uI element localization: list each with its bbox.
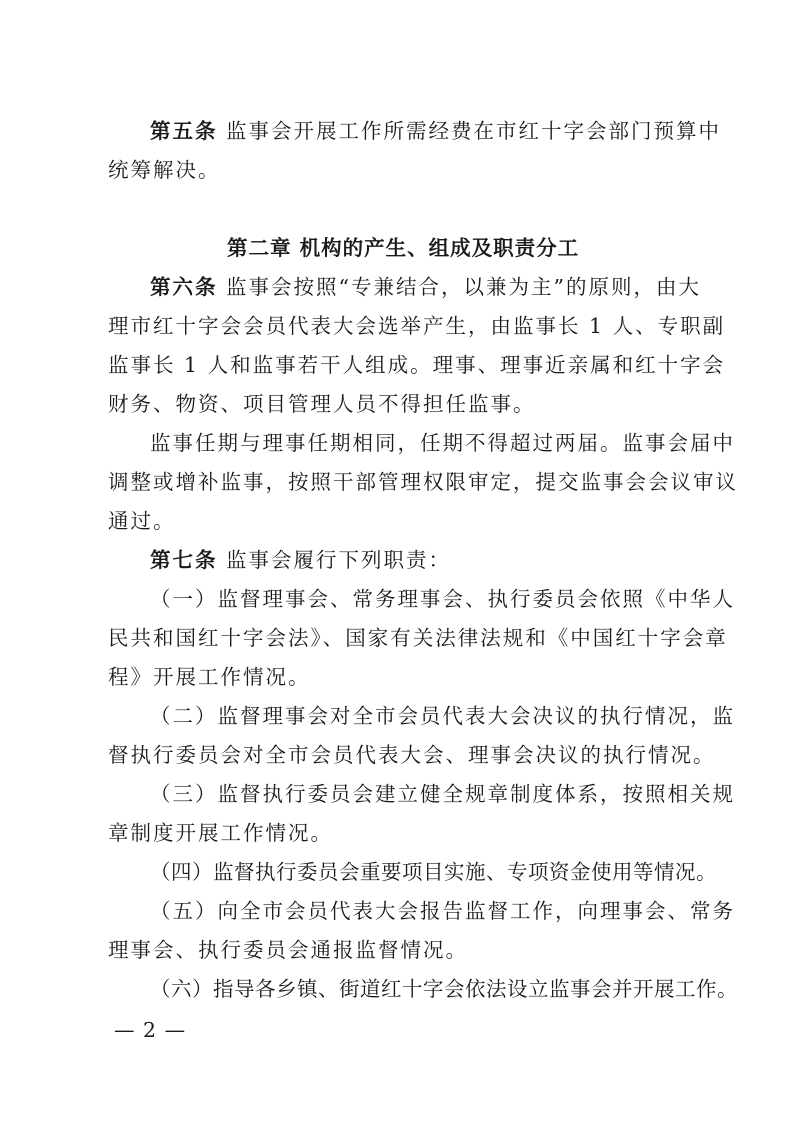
article6-text: 监事会按照“专兼结合，以兼为主”的原则，由大 [226,275,701,299]
page-number: — 2 — [114,1018,187,1042]
list-item-5-line2: 理事会、执行委员会通报监督情况。 [108,938,468,962]
term-line3: 通过。 [108,509,176,533]
article5-line2: 统筹解决。 [108,158,221,182]
article5-heading: 第五条 [150,119,218,143]
list-item-4-line1: （四）监督执行委员会重要项目实施、专项资金使用等情况。 [150,860,717,884]
article5-line1 [150,117,721,145]
article6-line2: 理市红十字会会员代表大会选举产生，由监事长 1 人、专职副 [108,314,726,338]
article7-line1 [150,546,451,574]
list-item-1-line1: （一）监督理事会、常务理事会、执行委员会依照《中华人 [150,587,735,611]
term-line1: 监事任期与理事任期相同，任期不得超过两届。监事会届中 [150,431,735,455]
list-item-1-line2: 民共和国红十字会法》、国家有关法律法规和《中国红十字会章 [108,626,728,650]
article7-heading: 第七条 [150,548,218,572]
list-item-3-line1: （三）监督执行委员会建立健全规章制度体系，按照相关规 [150,782,735,806]
article5-text: 监事会开展工作所需经费在市红十字会部门预算中 [226,119,722,143]
article6-line1 [150,273,701,301]
article6-line3: 监事长 1 人和监事若干人组成。理事、理事近亲属和红十字会 [108,353,726,377]
list-item-1-line3: 程》开展工作情况。 [108,665,311,689]
article7-intro: 监事会履行下列职责： [226,548,452,572]
list-item-2-line1: （二）监督理事会对全市会员代表大会决议的执行情况，监 [150,704,735,728]
article6-heading: 第六条 [150,275,218,299]
list-item-2-line2: 督执行委员会对全市会员代表大会、理事会决议的执行情况。 [108,743,716,767]
list-item-6-line1: （六）指导各乡镇、街道红十字会依法设立监事会并开展工作。 [150,977,738,1001]
term-line2: 调整或增补监事，按照干部管理权限审定，提交监事会会议审议 [108,470,738,494]
chapter-title: 第二章 机构的产生、组成及职责分工 [227,236,580,260]
list-item-5-line1: （五）向全市会员代表大会报告监督工作，向理事会、常务 [150,899,735,923]
list-item-3-line2: 章制度开展工作情况。 [108,821,333,845]
article6-line4: 财务、物资、项目管理人员不得担任监事。 [108,392,536,416]
